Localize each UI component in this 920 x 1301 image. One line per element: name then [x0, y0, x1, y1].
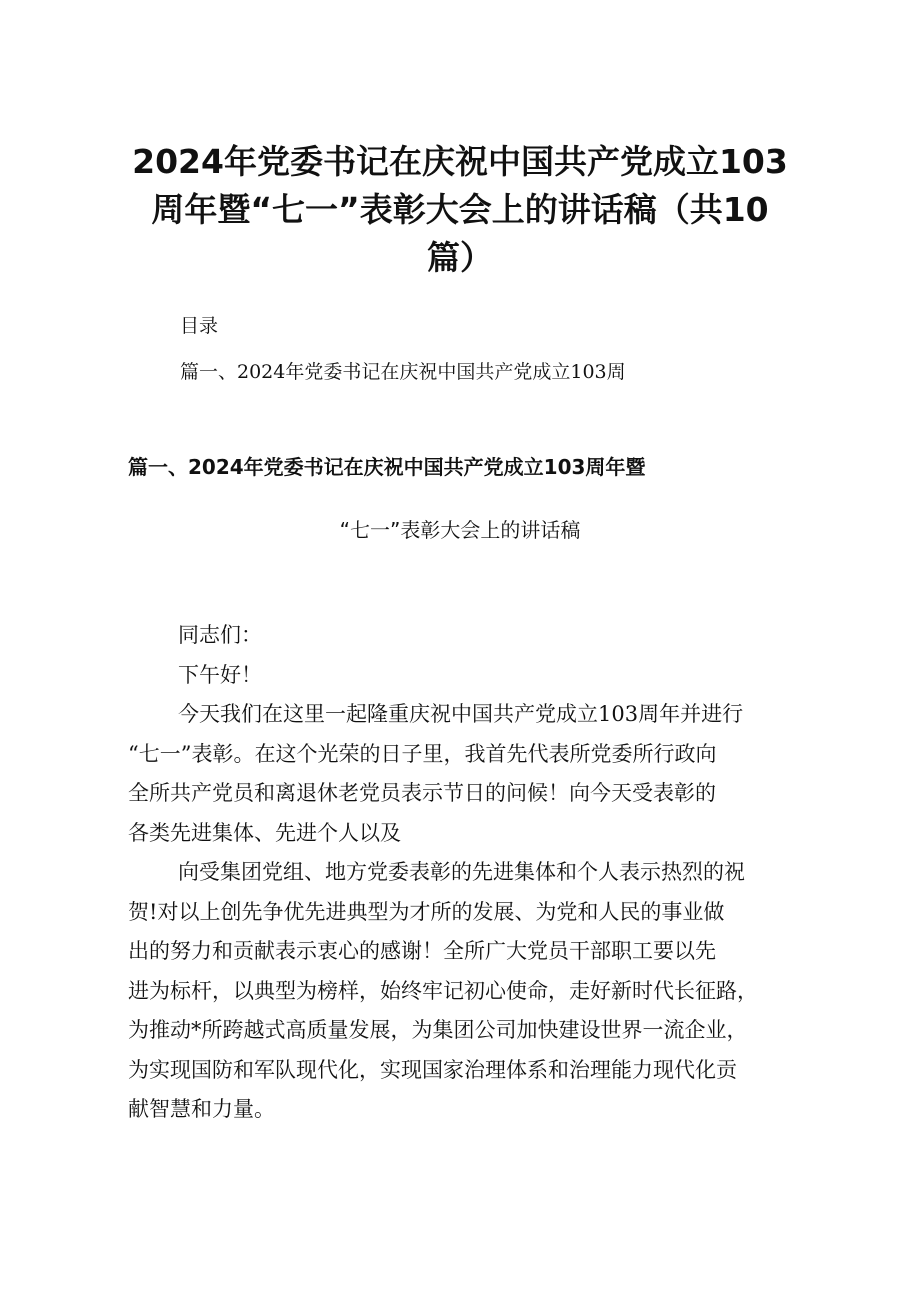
paragraph-line: 向受集团党组、地方党委表彰的先进集体和个人表示热烈的祝: [178, 860, 745, 884]
section-title-line-2: “七一”表彰大会上的讲话稿: [339, 518, 581, 542]
document-title-line: 周年暨“七一”表彰大会上的讲话稿（共10: [151, 190, 769, 229]
paragraph-line: 贺!对以上创先争优先进典型为才所的发展、为党和人民的事业做: [128, 899, 725, 924]
document-title-line: 2024年党委书记在庆祝中国共产党成立103: [132, 142, 788, 181]
paragraph-line: 今天我们在这里一起隆重庆祝中国共产党成立103周年并进行: [178, 702, 744, 726]
toc-label: 目录: [180, 315, 219, 337]
document-title-line: 篇）: [427, 238, 493, 277]
paragraph-line: 出的努力和贡献表示衷心的感谢！全所广大党员干部职工要以先: [128, 939, 716, 963]
paragraph-line: 献智慧和力量。: [128, 1097, 275, 1121]
speech-body: [128, 616, 808, 1130]
paragraph-line: “七一”表彰。在这个光荣的日子里，我首先代表所党委所行政向: [128, 741, 717, 766]
document-title: [110, 138, 810, 282]
paragraph-line: 各类先进集体、先进个人以及: [128, 820, 401, 845]
paragraph-line: 为实现国防和军队现代化，实现国家治理体系和治理能力现代化贡: [128, 1057, 737, 1082]
paragraph-line: 全所共产党员和离退休老党员表示节日的问候！向今天受表彰的: [128, 781, 716, 805]
greeting-line: 同志们：: [178, 623, 262, 647]
paragraph-line: 进为标杆，以典型为榜样，始终牢记初心使命，走好新时代长征路，: [128, 978, 758, 1003]
section-title-line-1: 篇一、2024年党委书记在庆祝中国共产党成立103周年暨: [128, 455, 646, 479]
toc-item-1[interactable]: 篇一、2024年党委书记在庆祝中国共产党成立103周: [180, 361, 626, 383]
greeting-line: 下午好！: [178, 662, 262, 687]
paragraph-line: 为推动*所跨越式高质量发展，为集团公司加快建设世界一流企业，: [128, 1018, 748, 1042]
